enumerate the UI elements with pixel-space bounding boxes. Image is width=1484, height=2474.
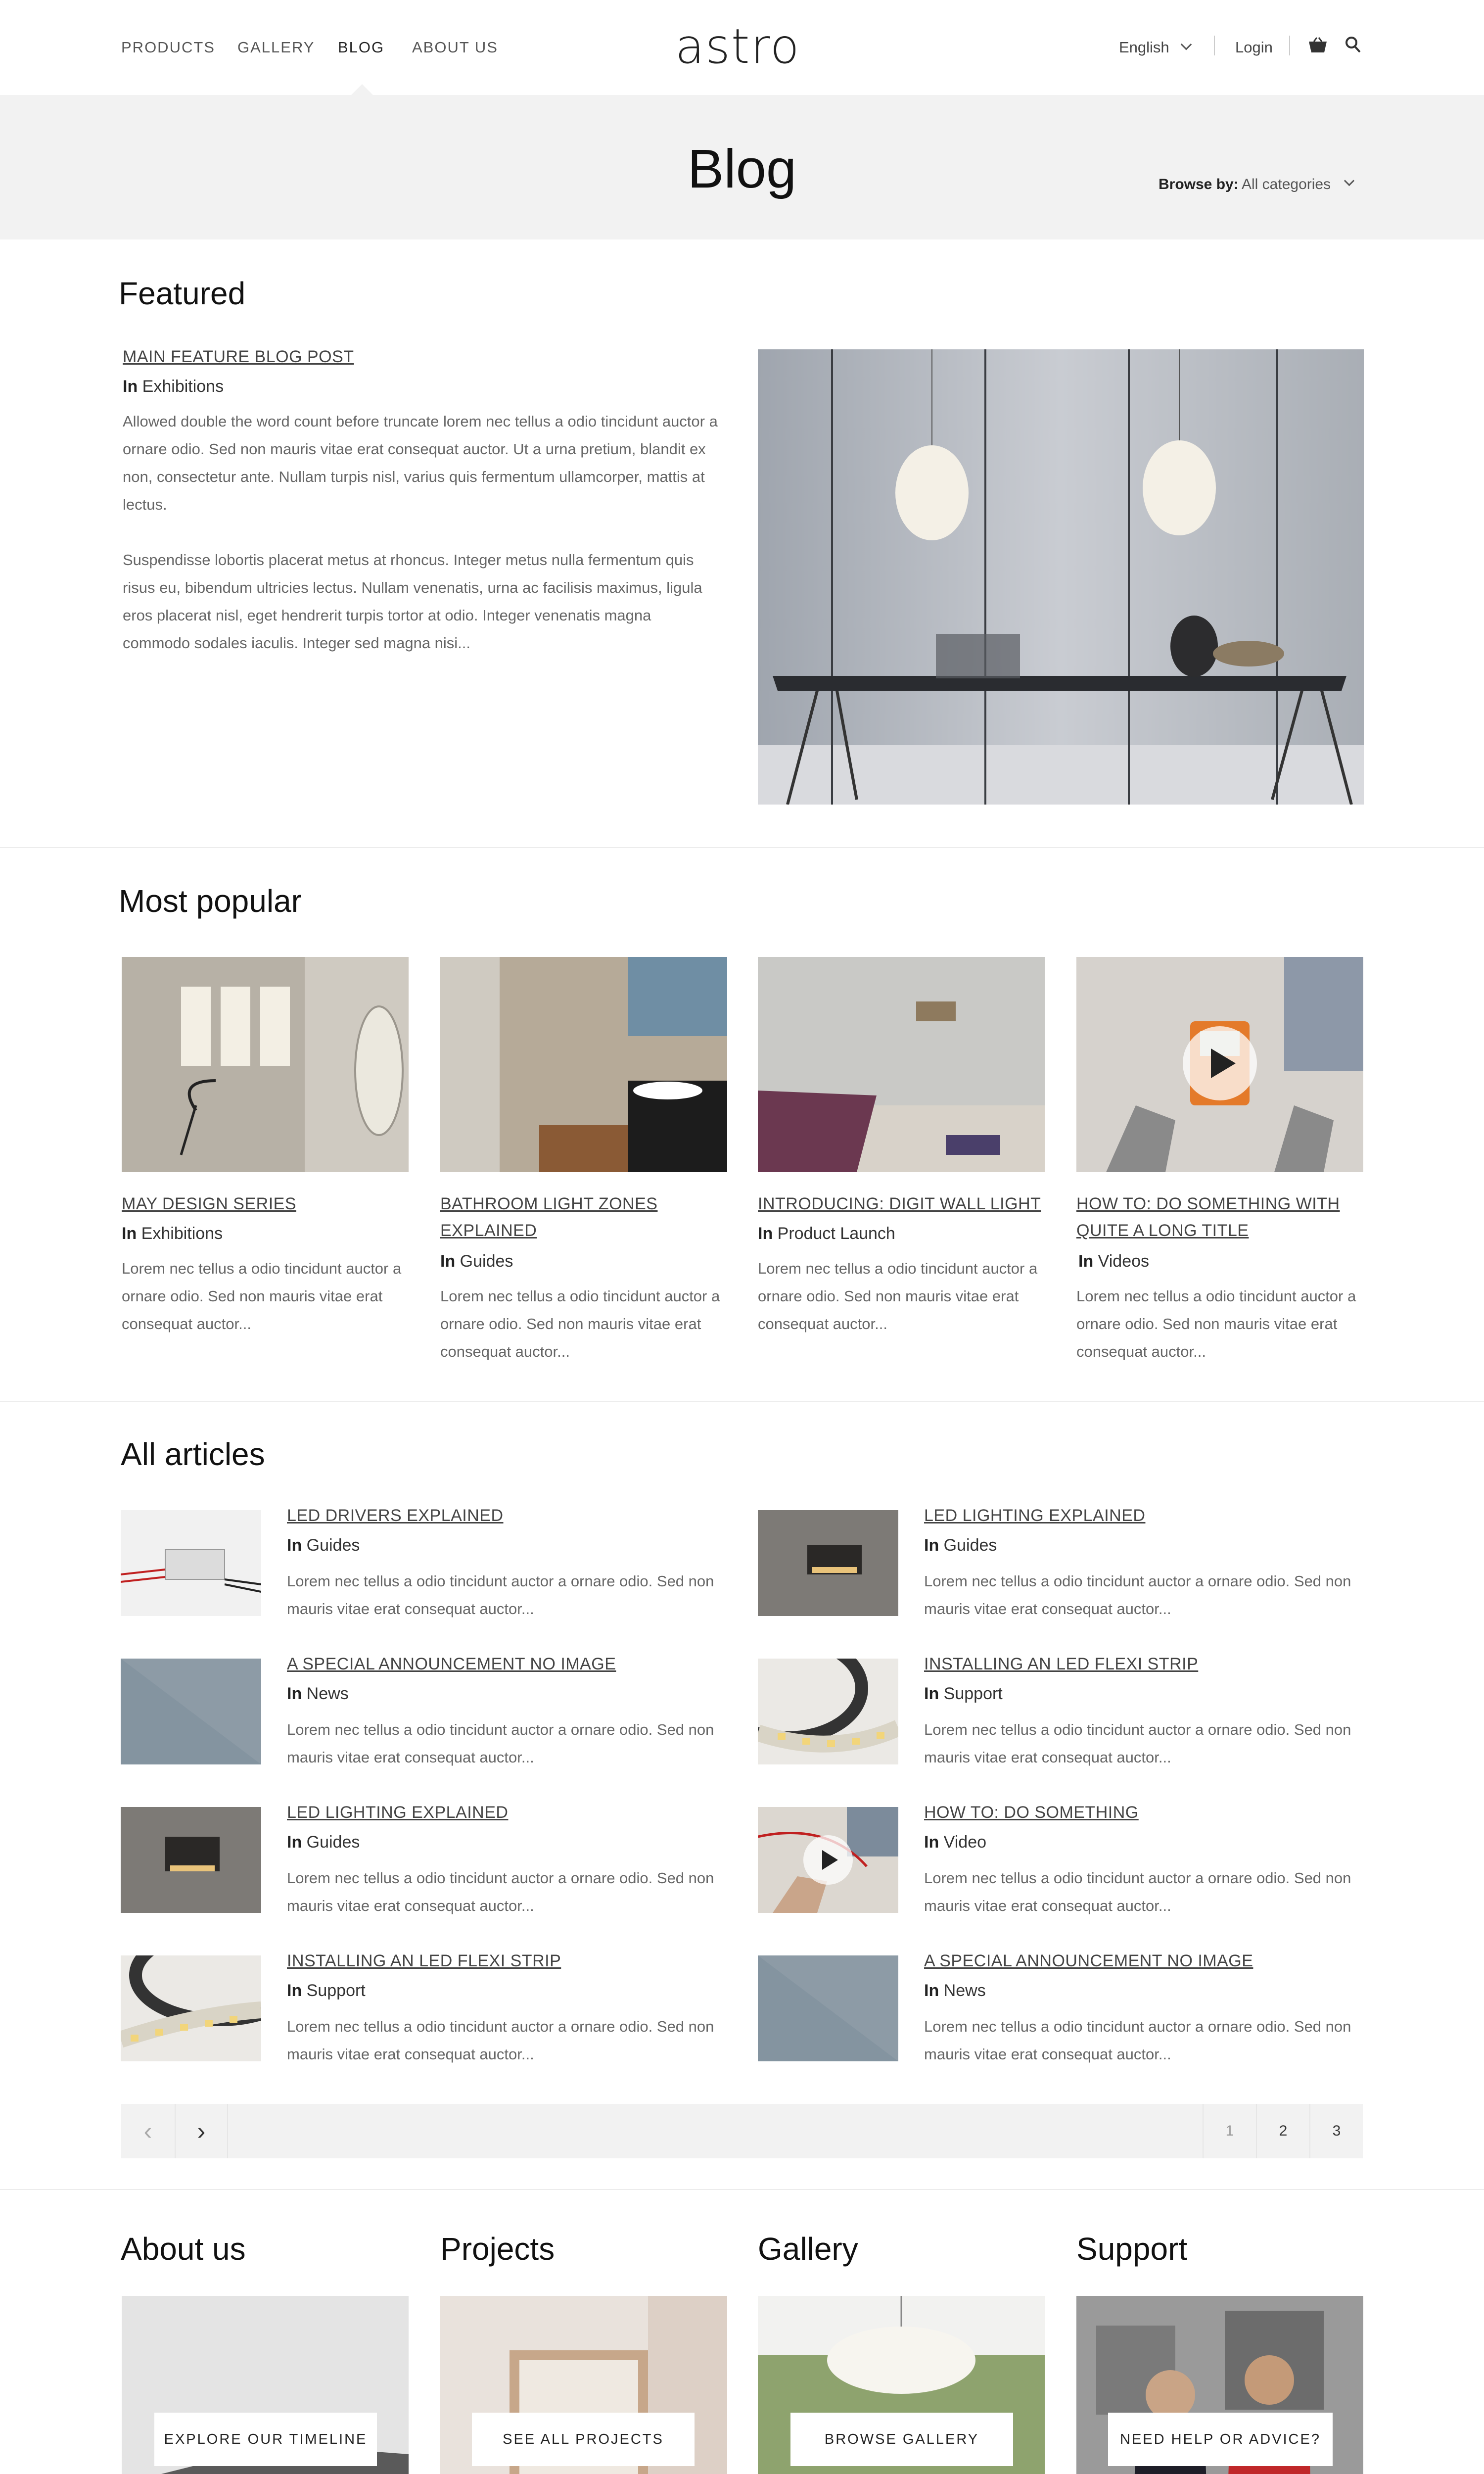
- article-category: In Guides: [924, 1536, 997, 1555]
- article-image[interactable]: [121, 1807, 261, 1913]
- article-image[interactable]: [121, 1955, 261, 2061]
- nav-products[interactable]: PRODUCTS: [121, 39, 215, 56]
- article-category: In Support: [287, 1981, 366, 2000]
- nav-gallery[interactable]: GALLERY: [237, 39, 315, 56]
- popular-image[interactable]: [758, 957, 1045, 1172]
- projects-heading: Projects: [440, 2231, 555, 2267]
- page-3-button[interactable]: 3: [1309, 2104, 1363, 2158]
- need-help-button[interactable]: NEED HELP OR ADVICE?: [1108, 2413, 1333, 2466]
- popular-post-excerpt: Lorem nec tellus a odio tincidunt auctor a ornare odio. Sed non mauris vitae erat consequat auctor...: [1076, 1287, 1356, 1360]
- article-placeholder-image[interactable]: [121, 1659, 261, 1764]
- see-all-projects-button[interactable]: SEE ALL PROJECTS: [472, 2413, 695, 2466]
- nav-blog[interactable]: BLOG: [338, 39, 385, 56]
- next-page-button[interactable]: ›: [175, 2104, 228, 2158]
- article-excerpt: Lorem nec tellus a odio tincidunt auctor a ornare odio. Sed non mauris vitae erat consequat auctor...: [924, 2018, 1351, 2063]
- browse-label: Browse by:: [1159, 176, 1239, 192]
- page-hero: [0, 95, 1484, 239]
- basket-icon[interactable]: [1308, 37, 1328, 57]
- popular-post-category: In Guides: [440, 1252, 513, 1271]
- prev-page-button[interactable]: ‹: [143, 2117, 152, 2145]
- browse-gallery-button[interactable]: BROWSE GALLERY: [790, 2413, 1013, 2466]
- article-placeholder-image[interactable]: [758, 1955, 898, 2061]
- popular-post-excerpt: Lorem nec tellus a odio tincidunt auctor a ornare odio. Sed non mauris vitae erat consequat auctor...: [758, 1260, 1038, 1332]
- article-title[interactable]: A SPECIAL ANNOUNCEMENT NO IMAGE: [924, 1951, 1253, 1970]
- popular-post-title[interactable]: INTRODUCING: DIGIT WALL LIGHT: [758, 1194, 1041, 1213]
- nav-about-us[interactable]: ABOUT US: [412, 39, 498, 56]
- search-icon[interactable]: [1345, 36, 1361, 56]
- article-video-thumbnail[interactable]: [758, 1807, 898, 1913]
- category-filter[interactable]: All categories: [1242, 176, 1331, 192]
- page-2-button[interactable]: 2: [1256, 2104, 1309, 2158]
- article-excerpt: Lorem nec tellus a odio tincidunt auctor a ornare odio. Sed non mauris vitae erat consequat auctor...: [287, 1869, 714, 1914]
- article-title[interactable]: HOW TO: DO SOMETHING: [924, 1803, 1139, 1822]
- active-nav-marker: [351, 84, 373, 95]
- articles-heading: All articles: [121, 1436, 265, 1472]
- article-excerpt: Lorem nec tellus a odio tincidunt auctor a ornare odio. Sed non mauris vitae erat consequat auctor...: [924, 1869, 1351, 1914]
- section-divider: [0, 1401, 1484, 1402]
- article-category: In News: [287, 1684, 349, 1703]
- popular-video-thumbnail[interactable]: [1076, 957, 1363, 1172]
- article-excerpt: Lorem nec tellus a odio tincidunt auctor a ornare odio. Sed non mauris vitae erat consequat auctor...: [924, 1572, 1351, 1618]
- popular-post-category: In Videos: [1078, 1252, 1150, 1271]
- article-title[interactable]: LED LIGHTING EXPLAINED: [924, 1506, 1146, 1525]
- about-heading: About us: [121, 2231, 246, 2267]
- article-category: In Video: [924, 1833, 987, 1852]
- popular-post-title[interactable]: MAY DESIGN SERIES: [122, 1194, 296, 1213]
- language-select[interactable]: English: [1119, 39, 1169, 56]
- article-image[interactable]: [758, 1510, 898, 1616]
- section-divider: [0, 847, 1484, 848]
- section-divider: [0, 2189, 1484, 2190]
- support-heading: Support: [1076, 2231, 1188, 2267]
- popular-post-title[interactable]: HOW TO: DO SOMETHING WITH QUITE A LONG TITLE: [1076, 1194, 1340, 1240]
- article-category: In Guides: [287, 1833, 360, 1852]
- article-excerpt: Lorem nec tellus a odio tincidunt auctor a ornare odio. Sed non mauris vitae erat consequat auctor...: [924, 1721, 1351, 1766]
- article-title[interactable]: INSTALLING AN LED FLEXI STRIP: [924, 1655, 1199, 1673]
- logo[interactable]: astro: [675, 19, 800, 74]
- divider: [1214, 36, 1215, 55]
- popular-post-excerpt: Lorem nec tellus a odio tincidunt auctor a ornare odio. Sed non mauris vitae erat consequat auctor...: [122, 1260, 402, 1332]
- article-title[interactable]: LED LIGHTING EXPLAINED: [287, 1803, 509, 1822]
- explore-timeline-button[interactable]: EXPLORE OUR TIMELINE: [154, 2413, 377, 2466]
- page-1-button[interactable]: 1: [1203, 2104, 1256, 2158]
- site-header: [0, 0, 1484, 95]
- popular-heading: Most popular: [119, 883, 302, 919]
- popular-image[interactable]: [122, 957, 409, 1172]
- article-image[interactable]: [121, 1510, 261, 1616]
- article-excerpt: Lorem nec tellus a odio tincidunt auctor a ornare odio. Sed non mauris vitae erat consequat auctor...: [287, 1572, 714, 1618]
- popular-post-category: In Product Launch: [758, 1224, 895, 1243]
- chevron-down-icon: [1181, 39, 1192, 50]
- featured-post-category: In Exhibitions: [123, 377, 224, 396]
- featured-post-excerpt: Suspendisse lobortis placerat metus at rhoncus. Integer metus nulla fermentum quis risus eu, bibendum ultricies lectus. Nullam venenatis, urna ac facilisis maximus, ligula eros placerat nisl, eget hendrerit turpis tortor at odio. Integer venenatis magna commodo sodales iaculis. Integer sed magna nisi...: [123, 551, 702, 652]
- featured-post-title[interactable]: MAIN FEATURE BLOG POST: [123, 347, 354, 366]
- article-category: In Support: [924, 1684, 1003, 1703]
- popular-post-excerpt: Lorem nec tellus a odio tincidunt auctor a ornare odio. Sed non mauris vitae erat consequat auctor...: [440, 1287, 720, 1360]
- article-excerpt: Lorem nec tellus a odio tincidunt auctor a ornare odio. Sed non mauris vitae erat consequat auctor...: [287, 1721, 714, 1766]
- article-title[interactable]: INSTALLING AN LED FLEXI STRIP: [287, 1951, 561, 1970]
- gallery-heading: Gallery: [758, 2231, 858, 2267]
- article-category: In Guides: [287, 1536, 360, 1555]
- divider: [1289, 36, 1290, 55]
- pagination: [121, 2104, 1363, 2158]
- login-link[interactable]: Login: [1235, 39, 1273, 56]
- popular-post-category: In Exhibitions: [122, 1224, 223, 1243]
- article-excerpt: Lorem nec tellus a odio tincidunt auctor a ornare odio. Sed non mauris vitae erat consequat auctor...: [287, 2018, 714, 2063]
- page-title: Blog: [687, 139, 797, 199]
- article-title[interactable]: A SPECIAL ANNOUNCEMENT NO IMAGE: [287, 1655, 616, 1673]
- popular-post-title[interactable]: BATHROOM LIGHT ZONES EXPLAINED: [440, 1194, 658, 1240]
- featured-image[interactable]: [758, 349, 1364, 805]
- article-image[interactable]: [758, 1659, 898, 1764]
- featured-heading: Featured: [119, 276, 246, 311]
- popular-image[interactable]: [440, 957, 727, 1172]
- article-category: In News: [924, 1981, 986, 2000]
- article-title[interactable]: LED DRIVERS EXPLAINED: [287, 1506, 504, 1525]
- featured-post-excerpt: Allowed double the word count before truncate lorem nec tellus a odio tincidunt auctor a ornare odio. Sed non mauris vitae erat consequat auctor. Ut a urna pretium, blandit ex non, consectetur ante. Nullam turpis nisl, varius quis fermentum ullamcorper, mattis at lectus.: [123, 413, 718, 513]
